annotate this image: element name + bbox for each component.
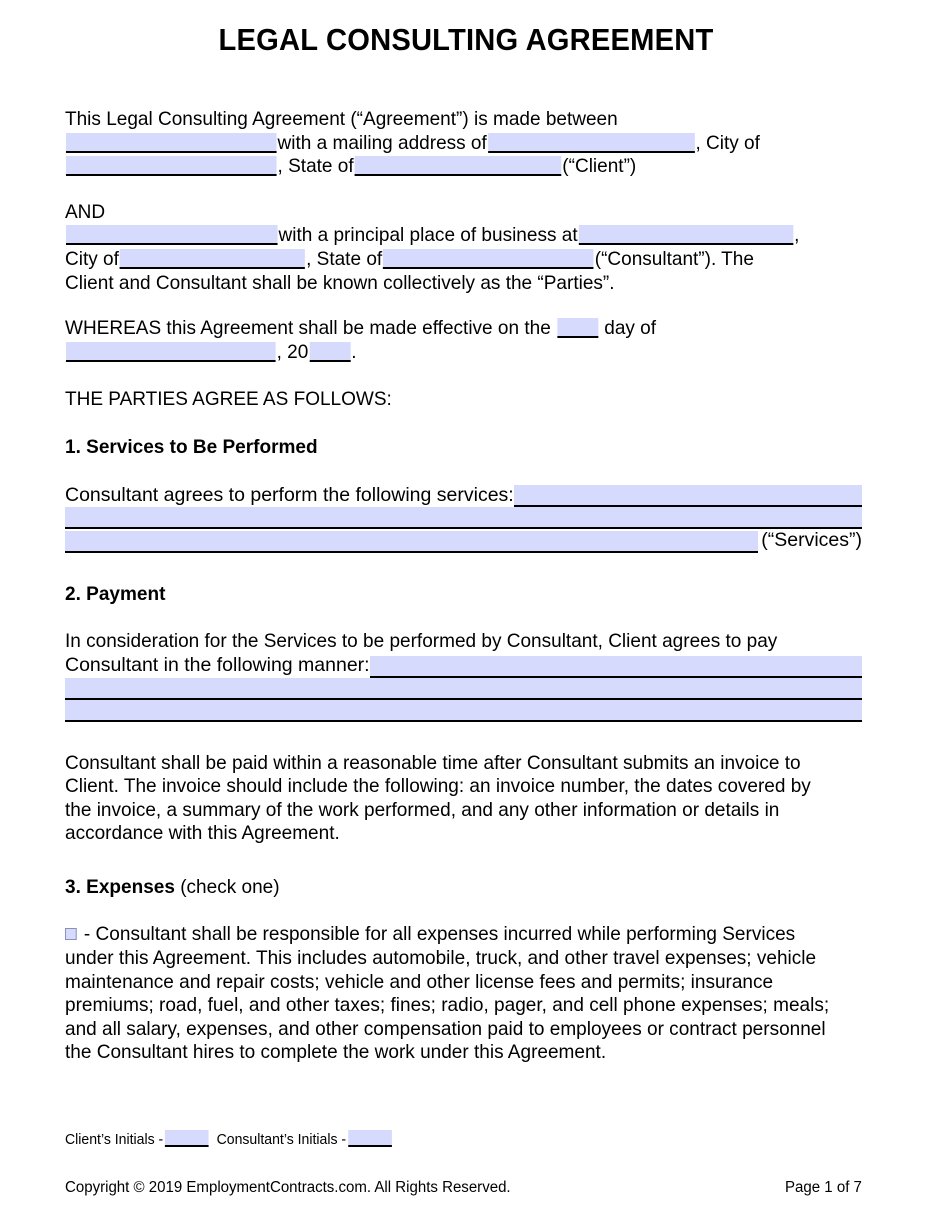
consultant-state-field[interactable]	[383, 249, 594, 269]
client-state-field[interactable]	[355, 156, 562, 176]
page-title: LEGAL CONSULTING AGREEMENT	[218, 22, 714, 57]
consultant-paragraph	[65, 201, 842, 295]
spacer	[65, 295, 862, 317]
effective-month-field[interactable]	[66, 342, 276, 362]
section-2-number: 2.	[65, 582, 81, 605]
section-1-number: 1.	[65, 435, 81, 458]
payment-row-3	[65, 700, 862, 722]
spacer	[65, 606, 862, 630]
whereas-paragraph	[65, 317, 842, 364]
page-number: Page 1 of 7	[784, 1179, 862, 1196]
intro-mailing-label: with a mailing address of	[277, 131, 487, 154]
payment-row-1	[65, 654, 862, 678]
client-initials-field[interactable]	[165, 1130, 209, 1147]
expenses-option-paragraph	[65, 923, 842, 1065]
intro-paragraph	[65, 108, 842, 179]
parties-agree-line: THE PARTIES AGREE AS FOLLOWS:	[65, 388, 392, 411]
client-mailing-address-field[interactable]	[488, 133, 695, 153]
services-field-line-2[interactable]	[65, 507, 862, 529]
section-3-number: 3.	[65, 875, 81, 898]
consultant-business-address-field[interactable]	[579, 225, 794, 245]
spacer	[65, 364, 862, 388]
payment-field-line-2[interactable]	[65, 678, 862, 700]
effective-year-field[interactable]	[309, 342, 350, 362]
consultant-name-field[interactable]	[66, 225, 278, 245]
payment-lead-text: Consultant in the following manner:	[65, 653, 370, 676]
consultant-city-label: City of	[65, 247, 119, 270]
consultant-principal-label: with a principal place of business at	[278, 224, 578, 247]
spacer	[65, 722, 862, 752]
services-row-2	[65, 507, 862, 529]
section-1-title: Services to Be Performed	[86, 435, 318, 458]
services-tag: (“Services”)	[761, 529, 862, 552]
payment-field-line-1[interactable]	[370, 656, 862, 678]
consultant-tag: (“Consultant”). The	[594, 247, 754, 270]
consultant-state-label: , State of	[306, 247, 383, 270]
services-field-line-3[interactable]	[65, 531, 758, 553]
spacer	[65, 899, 862, 923]
section-3-title: Expenses	[86, 875, 175, 898]
intro-city-label: , City of	[695, 131, 760, 154]
services-lead-text: Consultant agrees to perform the following services:	[65, 483, 514, 506]
section-3-heading	[65, 876, 842, 900]
payment-field-line-3[interactable]	[65, 700, 862, 722]
consultant-city-field[interactable]	[120, 249, 305, 269]
intro-line-1: This Legal Consulting Agreement (“Agreement”) is made between	[65, 108, 618, 130]
spacer	[65, 460, 862, 484]
whereas-lead: WHEREAS this Agreement shall be made effective on the	[65, 317, 551, 340]
section-2-title: Payment	[86, 582, 166, 605]
effective-day-field[interactable]	[557, 318, 598, 338]
section-1-heading	[65, 436, 842, 460]
services-row-3	[65, 529, 862, 553]
services-row-1	[65, 484, 862, 508]
expenses-option-dash: -	[83, 923, 91, 946]
whereas-day-of: day of	[604, 317, 657, 340]
and-label: AND	[65, 200, 106, 223]
expenses-consultant-checkbox[interactable]	[65, 928, 77, 940]
consultant-comma: ,	[794, 224, 800, 247]
services-fill-block	[65, 484, 862, 553]
whereas-year-prefix: , 20	[276, 340, 309, 363]
services-field-line-1[interactable]	[514, 485, 862, 507]
payment-intro-line: In consideration for the Services to be performed by Consultant, Client agrees to pay	[65, 630, 778, 653]
client-name-field[interactable]	[66, 133, 277, 153]
section-3-instruction: (check one)	[180, 875, 280, 898]
whereas-period: .	[351, 340, 357, 363]
copyright-text: Copyright © 2019 EmploymentContracts.com. All Rights Reserved.	[65, 1179, 511, 1196]
invoice-paragraph: Consultant shall be paid within a reasonable time after Consultant submits an invoice to Client. The invoice should include the following: an invoice number, the dates covered by the invoice, a summary of the work performed, and any other information or details in accordance with this Agreement.	[65, 751, 811, 845]
client-tag: (“Client”)	[562, 155, 637, 178]
document-body	[65, 108, 862, 1065]
consultant-initials-field[interactable]	[348, 1130, 392, 1147]
parties-line: Client and Consultant shall be known collectively as the “Parties”.	[65, 271, 615, 294]
section-2-heading	[65, 583, 842, 607]
spacer	[65, 179, 862, 201]
spacer	[65, 412, 862, 436]
spacer	[65, 553, 862, 583]
expenses-option-text: Consultant shall be responsible for all expenses incurred while performing Services under this Agreement. This includes automobile, truck, and other travel expenses; vehicle maintenance and repair costs; vehicle and other license fees and permits; insurance premiums; road, fuel, and other taxes; fines; radio, pager, and cell phone expenses; meals; and all salary, expenses, and other compensation paid to employees or contract personnel the Consultant hires to complete the work under this Agreement.	[65, 923, 830, 1064]
client-city-field[interactable]	[66, 156, 277, 176]
intro-state-label: , State of	[277, 155, 354, 178]
payment-row-2	[65, 678, 862, 700]
consultant-initials-label: Consultant’s Initials -	[216, 1132, 347, 1148]
client-initials-label: Client’s Initials -	[65, 1132, 164, 1148]
spacer	[65, 846, 862, 876]
payment-fill-block	[65, 654, 862, 722]
page-footer	[65, 1178, 864, 1197]
initials-row	[65, 1130, 399, 1149]
